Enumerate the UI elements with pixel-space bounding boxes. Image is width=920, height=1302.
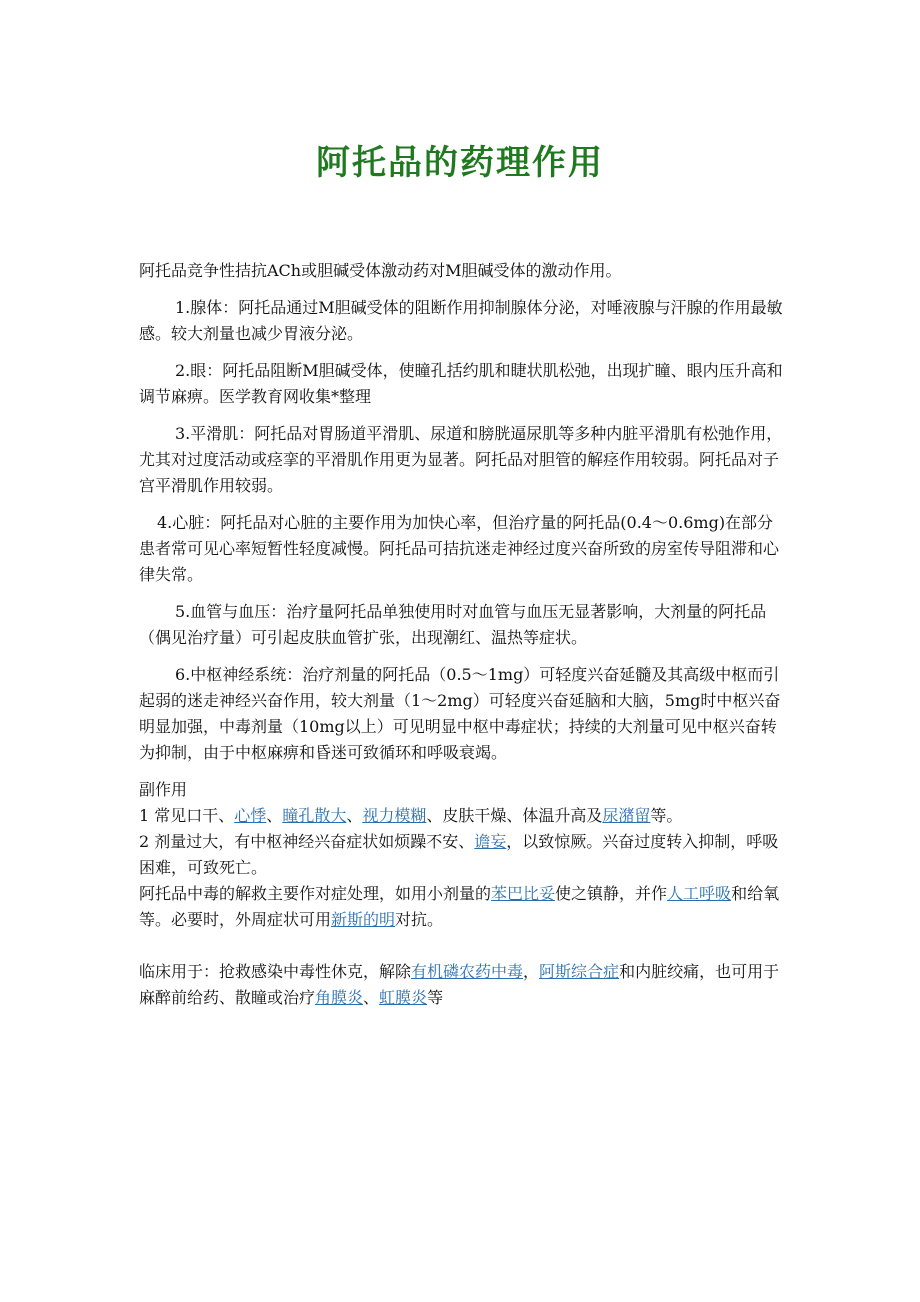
text: 、	[363, 988, 380, 1007]
text: 、皮肤干燥、体温升高及	[426, 806, 603, 825]
text: 等	[427, 988, 444, 1007]
link-keratitis[interactable]: 角膜炎	[315, 988, 364, 1007]
clinical-use	[139, 959, 789, 1011]
text: ，	[523, 962, 540, 981]
link-mydriasis[interactable]: 瞳孔散大	[282, 806, 347, 825]
text: 1 常见口干、	[139, 806, 235, 825]
item-blood-vessels: 5.血管与血压：治疗量阿托品单独使用时对血管与血压无显著影响，大剂量的阿托品（偶见治疗量）可引起皮肤血管扩张，出现潮红、温热等症状。	[139, 602, 767, 647]
page-title: 阿托品的药理作用	[316, 143, 604, 183]
link-iritis[interactable]: 虹膜炎	[379, 988, 428, 1007]
link-blurred-vision[interactable]: 视力模糊	[362, 806, 427, 825]
link-neostigmine[interactable]: 新斯的明	[331, 910, 396, 929]
side-effects-heading: 副作用	[139, 780, 188, 799]
link-phenobarbital[interactable]: 苯巴比妥	[491, 884, 556, 903]
text: 和内脏绞痛，也可用于麻醉前给药、散瞳或治疗	[139, 962, 780, 1007]
text: ，以致惊厥。兴奋过度转入抑制，呼吸困难，可致死亡。	[139, 832, 779, 877]
link-urinary-retention[interactable]: 尿潴留	[602, 806, 651, 825]
document-body	[139, 258, 789, 1011]
text: 2 剂量过大，有中枢神经兴奋症状如烦躁不安、	[139, 832, 475, 851]
poisoning-treatment	[139, 881, 789, 933]
text: 对抗。	[395, 910, 444, 929]
side-effects-line-2	[139, 829, 789, 881]
side-effects-line-1	[139, 803, 789, 829]
link-artificial-respiration[interactable]: 人工呼吸	[667, 884, 732, 903]
item-eye: 2.眼：阿托品阻断M胆碱受体，使瞳孔括约肌和睫状肌松弛，出现扩瞳、眼内压升高和调节麻痹。医学教育网收集*整理	[139, 361, 783, 406]
text: 临床用于：抢救感染中毒性休克，解除	[139, 962, 412, 981]
link-palpitation[interactable]: 心悸	[234, 806, 267, 825]
intro-paragraph: 阿托品竞争性拮抗ACh或胆碱受体激动药对M胆碱受体的激动作用。	[139, 261, 622, 280]
text: 、	[346, 806, 363, 825]
link-organophosphate-poisoning[interactable]: 有机磷农药中毒	[411, 962, 524, 981]
item-heart: 4.心脏：阿托品对心脏的主要作用为加快心率，但治疗量的阿托品(0.4～0.6mg)在部分患者常可见心率短暂性轻度减慢。阿托品可拮抗迷走神经过度兴奋所致的房室传导阻滞和心律失常。	[139, 513, 780, 584]
item-smooth-muscle: 3.平滑肌：阿托品对胃肠道平滑肌、尿道和膀胱逼尿肌等多种内脏平滑肌有松弛作用，尤其对过度活动或痉挛的平滑肌作用更为显著。阿托品对胆管的解痉作用较弱。阿托品对子宫平滑肌作用较弱。	[139, 424, 783, 495]
item-cns: 6.中枢神经系统：治疗剂量的阿托品（0.5～1mg）可轻度兴奋延髓及其高级中枢而引起弱的迷走神经兴奋作用，较大剂量（1～2mg）可轻度兴奋延脑和大脑，5mg时中枢兴奋明显加强，中毒剂量（10mg以上）可见明显中枢中毒症状；持续的大剂量可见中枢兴奋转为抑制，由于中枢麻痹和昏迷可致循环和呼吸衰竭。	[139, 665, 781, 762]
text: 使之镇静，并作	[555, 884, 668, 903]
text: 阿托品中毒的解救主要作对症处理，如用小剂量的	[139, 884, 492, 903]
item-glands: 1.腺体：阿托品通过M胆碱受体的阻断作用抑制腺体分泌，对唾液腺与汗腺的作用最敏感。较大剂量也减少胃液分泌。	[139, 298, 783, 343]
link-delirium[interactable]: 谵妄	[474, 832, 507, 851]
text: 和给氧等。必要时，外周症状可用	[139, 884, 780, 929]
text: 、	[266, 806, 283, 825]
text: 等。	[650, 806, 683, 825]
link-adams-stokes-syndrome[interactable]: 阿斯综合症	[539, 962, 620, 981]
spacer	[139, 933, 789, 959]
